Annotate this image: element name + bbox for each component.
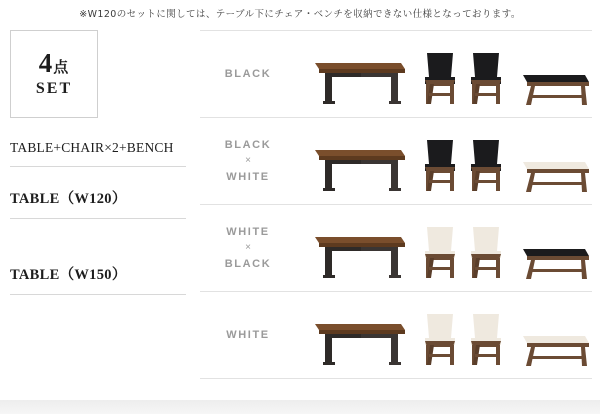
variant-rows <box>200 30 592 379</box>
variant-label <box>200 66 296 82</box>
table-image <box>296 310 416 370</box>
variant-label-line: WHITE <box>226 226 270 238</box>
variant-items <box>296 205 598 291</box>
bottom-bar-inner <box>0 400 600 414</box>
divider-2 <box>10 218 186 219</box>
variant-items <box>296 292 598 378</box>
variant-label-line: WHITE <box>226 171 270 183</box>
left-panel <box>8 30 193 380</box>
variant-label <box>200 224 296 272</box>
variant-label-line: WHITE <box>226 329 270 341</box>
bench-image <box>512 150 598 196</box>
variant-label-separator: × <box>245 155 251 166</box>
table-image <box>296 136 416 196</box>
bench-image <box>512 63 598 109</box>
set-composition: TABLE+CHAIR×2+BENCH <box>10 140 174 155</box>
table-image <box>296 49 416 109</box>
variant-row <box>200 118 592 205</box>
variant-row <box>200 205 592 292</box>
variant-row <box>200 292 592 379</box>
chairs-image <box>416 47 512 109</box>
set-badge-number: 4点 <box>38 48 70 78</box>
set-badge-word: SET <box>35 80 73 97</box>
table-image <box>296 223 416 283</box>
variant-row <box>200 30 592 118</box>
size-option-w120: TABLE（W120） <box>10 191 127 207</box>
chairs-image <box>416 308 512 370</box>
chairs-image <box>416 134 512 196</box>
variant-label <box>200 327 296 343</box>
variant-label-line: BLACK <box>224 139 272 151</box>
divider-3 <box>10 294 186 295</box>
variant-items <box>296 118 598 204</box>
size-option-w150: TABLE（W150） <box>10 267 127 283</box>
set-badge <box>10 30 98 118</box>
bottom-bar <box>0 400 600 414</box>
variant-label-line: BLACK <box>224 258 272 270</box>
top-note: ※W120のセットに関しては、テーブル下にチェア・ベンチを収納できない仕様となっております。 <box>79 9 521 20</box>
variant-label <box>200 137 296 185</box>
bench-image <box>512 324 598 370</box>
variant-items <box>296 31 598 117</box>
chairs-image <box>416 221 512 283</box>
divider-1 <box>10 166 186 167</box>
bench-image <box>512 237 598 283</box>
variant-label-separator: × <box>245 242 251 253</box>
variant-label-line: BLACK <box>224 68 272 80</box>
